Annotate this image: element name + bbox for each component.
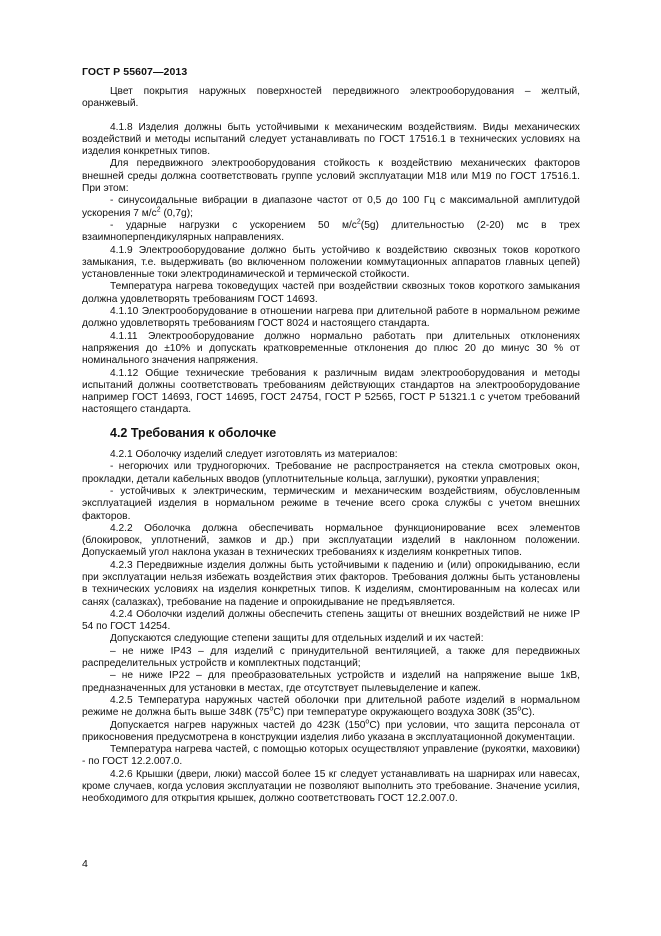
paragraph-text-cont: С) при условии, что защита персонала от прикосновения предусмотрена в конструкции изделия либо указана в эксплуатационной документации. <box>82 719 580 743</box>
paragraph <box>82 86 580 111</box>
paragraph <box>82 695 580 720</box>
paragraph-text: Допускается нагрев наружных частей до 423К (150 <box>110 719 366 731</box>
paragraph <box>82 368 580 417</box>
document-header: ГОСТ Р 55607—2013 <box>82 66 188 78</box>
paragraph-text: - устойчивых к электрическим, термическим и механическим воздействиям, обусловленным эксплуатацией изделия в нормальном режиме в течение всего срока службы с учетом внешних факторов. <box>82 485 580 522</box>
paragraph-text: Температура нагрева токоведущих частей при воздействии сквозных токов короткого замыкания должна удовлетворять требованиям ГОСТ 14693. <box>82 281 580 305</box>
paragraph-text: 4.1.8 Изделия должны быть устойчивыми к механическим воздействиям. Виды механических воздействий и методы испытаний следует устанавливать по ГОСТ 17516.1 в технических условиях на изделия конкретных типов. <box>82 121 580 158</box>
paragraph-text: 4.2 Требования к оболочке <box>110 425 277 440</box>
paragraph-text: 4.1.11 Электрооборудование должно нормально работать при длительных отклонениях напряжения до ±10% и допускать кратковременные отклонения до плюс 20 до минус 30 % от номинального значения напряжения. <box>82 330 580 367</box>
paragraph <box>82 220 580 245</box>
paragraph-text: 4.2.6 Крышки (двери, люки) массой более 15 кг следует устанавливать на шарнирах или навесах, кроме случаев, когда условия эксплуатации не позволяют выполнить это требование. Значение усилия, необходимого для открытия крышек, должно соответствовать ГОСТ 12.2.007.0. <box>82 768 580 805</box>
paragraph <box>82 769 580 806</box>
paragraph <box>82 720 580 745</box>
paragraph <box>82 646 580 671</box>
paragraph-text-cont: С) при температуре окружающего воздуха 308К (35 <box>273 707 518 719</box>
paragraph <box>82 523 580 560</box>
paragraph-text: 4.2.3 Передвижные изделия должны быть устойчивыми к падению и (или) опрокидыванию, если при эксплуатации нельзя избежать воздействия этих факторов. Требования должны быть установлены в технических условиях на изделия конкретных типов. К изделиям, смонтированным на колесах или санях (салазках), требование на падение и опрокидывание не предъявляется. <box>82 559 580 608</box>
paragraph-text-cont: С). <box>521 707 535 719</box>
paragraph <box>82 744 580 769</box>
superscript: o <box>365 718 370 726</box>
paragraph <box>82 461 580 486</box>
paragraph-text: 4.2.1 Оболочку изделий следует изготовлять из материалов: <box>110 449 398 461</box>
paragraph-text-cont: (0,7g); <box>160 207 193 219</box>
paragraph <box>82 158 580 195</box>
paragraph-text: 4.1.12 Общие технические требования к различным видам электрооборудования и методы испытаний должны соответствовать требованиям действующих стандартов на электрооборудование например ГОСТ 14693, ГОСТ 14695, ГОСТ 24754, ГОСТ Р 52565, ГОСТ Р 51321.1 с учетом требований настоящего стандарта. <box>82 367 580 416</box>
paragraph-text: Для передвижного электрооборудования стойкость к воздействию механических факторов внешней среды должна соответствовать группе условий эксплуатации М18 или М19 по ГОСТ 17516.1. При этом: <box>82 158 580 195</box>
paragraph-text: 4.1.10 Электрооборудование в отношении нагрева при длительной работе в нормальном режиме должно удовлетворять требованиям ГОСТ 8024 и настоящего стандарта. <box>82 306 580 330</box>
paragraph-text: 4.2.5 Температура наружных частей оболочки при длительной работе изделий в нормальном режиме не должна быть выше 348К (75 <box>82 694 580 719</box>
document-body <box>82 86 580 806</box>
paragraph-gap <box>82 111 580 122</box>
paragraph <box>82 306 580 331</box>
paragraph <box>82 281 580 306</box>
page-number: 4 <box>82 858 88 870</box>
paragraph-text: 4.2.4 Оболочки изделий должны обеспечить степень защиты от внешних воздействий не ниже IP 54 по ГОСТ 14254. <box>82 608 580 633</box>
paragraph-text: Температура нагрева частей, с помощью которых осуществляют управление (рукоятки, маховики) - по ГОСТ 12.2.007.0. <box>82 744 580 768</box>
paragraph-text: 4.2.2 Оболочка должна обеспечивать нормальное функционирование всех элементов (блокировок, уплотнений, замков и др.) при эксплуатации изделий в наклонном положении. Допускаемый угол наклона указан в технических требованиях к изделиям конкретных типов. <box>82 522 580 559</box>
section-heading <box>110 427 580 439</box>
paragraph-text: – не ниже IP43 – для изделий с принудительной вентиляцией, а также для передвижных распределительных устройств и комплектных подстанций; <box>82 645 580 670</box>
paragraph-text: - синусоидальные вибрации в диапазоне частот от 0,5 до 100 Гц с максимальной амплитудой ускорения 7 м/с <box>82 195 580 219</box>
superscript: o <box>269 705 274 713</box>
paragraph-text: 4.1.9 Электрооборудование должно быть устойчиво к воздействию сквозных токов короткого замыкания, т.е. выдерживать (во включенном положении коммутационных аппаратов главных цепей) установленные токи электродинамической и термической стойкости. <box>82 244 580 281</box>
paragraph-text: Цвет покрытия наружных поверхностей передвижного электрооборудования – желтый, оранжевый. <box>82 86 580 110</box>
paragraph-text: - ударные нагрузки с ускорением 50 м/с <box>110 219 357 231</box>
paragraph <box>82 560 580 609</box>
paragraph-text: – не ниже IP22 – для преобразовательных устройств и изделий на напряжение выше 1кВ, предназначенных для установки в местах, где отсутствует пылевыделение и капеж. <box>82 670 580 694</box>
superscript: 2 <box>356 218 361 226</box>
paragraph <box>82 486 580 523</box>
paragraph <box>82 245 580 282</box>
paragraph <box>82 609 580 634</box>
paragraph <box>82 122 580 159</box>
superscript: o <box>517 705 522 713</box>
paragraph-text: - негорючих или трудногорючих. Требование не распространяется на стекла смотровых окон, прокладки, детали кабельных вводов (уплотнительные кольца, заглушки), рукоятки управления; <box>82 461 580 485</box>
paragraph <box>82 670 580 695</box>
paragraph <box>82 195 580 220</box>
paragraph <box>82 633 580 645</box>
paragraph-text-cont: (5g) длительностью (2-20) мс в трех взаимноперпендикулярных направлениях. <box>82 219 580 244</box>
paragraph <box>82 331 580 368</box>
paragraph-text: Допускаются следующие степени защиты для отдельных изделий и их частей: <box>110 633 484 645</box>
superscript: 2 <box>156 206 161 214</box>
paragraph <box>82 449 580 461</box>
